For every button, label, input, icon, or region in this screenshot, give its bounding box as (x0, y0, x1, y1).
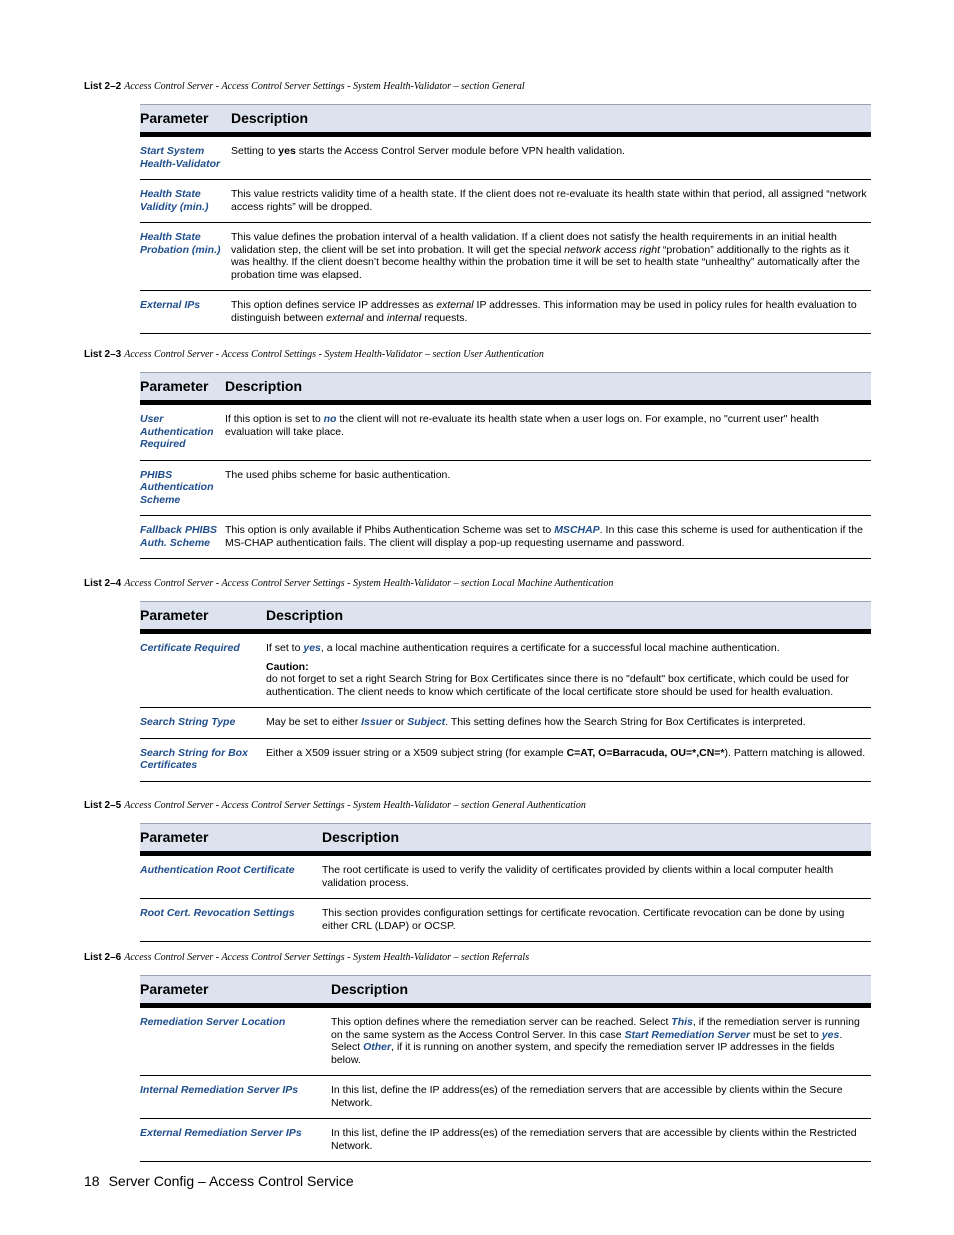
page-number: 18 (84, 1173, 100, 1189)
description-segment: Issuer (361, 716, 393, 728)
description-segment: This option is only available if Phibs Authentication Scheme was set to (225, 524, 555, 536)
caption-list-2-5: List 2–5 Access Control Server - Access Control Server Settings - System Health-Validator – section General Authentication (84, 800, 586, 811)
description-segment: or (392, 716, 408, 728)
header-description: Description (231, 105, 871, 135)
table-row (140, 708, 871, 739)
parameter-description (266, 738, 871, 781)
description-segment: . In this case this scheme is used for authentication if the MS-CHAP authentication fails. The client will display a pop-up requesting username and password. (225, 524, 863, 549)
description-segment: Start Remediation Server (624, 1028, 751, 1041)
parameter-name: External IPs (140, 291, 231, 334)
description-segment: requests. (421, 311, 468, 324)
description-segment: no (323, 413, 337, 425)
description-segment: This value restricts validity time of a health state. If the client does not re-evaluate its health state within that period, all assigned “network access rights” will be dropped. (231, 188, 867, 213)
parameter-name: PHIBS Authentication Scheme (140, 460, 225, 516)
table-row (140, 403, 871, 461)
parameter-description (331, 1076, 871, 1119)
description-segment: This (671, 1016, 693, 1028)
parameter-name: Authentication Root Certificate (140, 854, 322, 899)
description-segment: . This setting defines how the Search String for Box Certificates is interpreted. (445, 716, 806, 728)
description-segment: ). Pattern matching is allowed. (724, 746, 866, 759)
caption-list-2-2: List 2–2 Access Control Server - Access Control Server Settings - System Health-Validator – section General (84, 81, 525, 92)
table-row (140, 1076, 871, 1119)
description-segment: The root certificate is used to verify the validity of certificates provided by clients within a local computer health validation process. (322, 864, 834, 889)
table-row (140, 135, 871, 180)
parameter-table-general (140, 104, 871, 334)
parameter-table-referrals (140, 975, 871, 1162)
description-segment: and (363, 311, 387, 324)
parameter-description (266, 632, 871, 708)
description-segment: starts the Access Control Server module before VPN health validation. (295, 145, 625, 157)
header-parameter: Parameter (140, 602, 266, 632)
description-segment: In this list, define the IP address(es) of the remediation servers that are accessible by clients within the Secure Network. (331, 1084, 843, 1109)
description-segment: external (436, 299, 474, 311)
header-parameter: Parameter (140, 824, 322, 854)
description-segment: If set to (266, 642, 304, 654)
parameter-description (322, 854, 871, 899)
description-segment: Other (363, 1041, 392, 1053)
caption-list-2-3: List 2–3 Access Control Server - Access Control Settings - System Health-Validator – section User Authentication (84, 349, 544, 360)
parameter-description (322, 899, 871, 942)
description-segment: , if it is running on another system, and specify the remediation server IP addresses in the fields below. (331, 1041, 835, 1066)
parameter-description (331, 1119, 871, 1162)
description-segment: yes (278, 145, 296, 157)
description-segment: May be set to either (266, 716, 362, 728)
parameter-description (225, 403, 871, 461)
description-segment: do not forget to set a right Search String for Box Certificates since there is no "default" box certificate, which could be used for authentication. The client needs to know which certificate of the local certificate store should be used for health evaluation. (266, 673, 849, 698)
parameter-description (231, 180, 871, 223)
description-segment: must be set to (750, 1028, 822, 1041)
description-segment: This value defines the probation interval of a health validation. If a client does not satisfy the health requirements in an initial health validation step, the client will be set into probation. It will get the special (231, 231, 837, 256)
description-segment: Either a X509 issuer string or a X509 subject string (for example (266, 746, 567, 759)
table-row (140, 1119, 871, 1162)
table-row (140, 854, 871, 899)
description-segment: Setting to (231, 145, 279, 157)
parameter-name: Search String Type (140, 708, 266, 739)
parameter-description (266, 708, 871, 739)
description-segment: C=AT, O=Barracuda, OU=*,CN=* (566, 746, 725, 759)
description-segment: , if the remediation server is running on the same system as the Access Control Server. In this case (331, 1016, 860, 1041)
caption-list-2-4: List 2–4 Access Control Server - Access Control Server Settings - System Health-Validator – section Local Machine Authentication (84, 578, 614, 589)
parameter-name: Root Cert. Revocation Settings (140, 899, 322, 942)
table-row (140, 291, 871, 334)
parameter-name: Internal Remediation Server IPs (140, 1076, 331, 1119)
table-row (140, 516, 871, 559)
description-segment: This option defines where the remediation server can be reached. Select (331, 1016, 672, 1028)
table-row (140, 632, 871, 708)
header-parameter: Parameter (140, 105, 231, 135)
parameter-name: User Authentication Required (140, 403, 225, 461)
description-segment: In this list, define the IP address(es) of the remediation servers that are accessible by clients within the Restricted Network. (331, 1127, 857, 1152)
parameter-description (225, 460, 871, 516)
table-row (140, 223, 871, 291)
header-description: Description (331, 976, 871, 1006)
page-footer (84, 1173, 354, 1189)
table-row (140, 899, 871, 942)
description-segment: Caution: (266, 660, 309, 673)
description-segment: yes (821, 1028, 840, 1041)
description-segment: yes (303, 642, 321, 654)
parameter-name: Start System Health-Validator (140, 135, 231, 180)
parameter-description (231, 223, 871, 291)
parameter-description (231, 291, 871, 334)
description-segment: the client will not re-evaluate its health state when a user logs on. For example, no "current user" health evaluation will take place. (225, 413, 820, 438)
parameter-table-local-machine-authentication (140, 601, 871, 782)
parameter-name: Certificate Required (140, 632, 266, 708)
header-description: Description (266, 602, 871, 632)
description-segment: If this option is set to (225, 413, 324, 425)
description-segment: This section provides configuration settings for certificate revocation. Certificate revocation can be done by using either CRL (LDAP) or OCSP. (322, 907, 845, 932)
header-parameter: Parameter (140, 373, 225, 403)
caption-list-2-6: List 2–6 Access Control Server - Access Control Server Settings - System Health-Validator – section Referrals (84, 952, 530, 963)
table-row (140, 460, 871, 516)
parameter-name: Search String for Box Certificates (140, 738, 266, 781)
table-row (140, 738, 871, 781)
parameter-table-general-authentication (140, 823, 871, 942)
description-segment: network access right (564, 243, 660, 256)
table-row (140, 180, 871, 223)
parameter-description (331, 1006, 871, 1076)
header-description: Description (225, 373, 871, 403)
parameter-name: Fallback PHIBS Auth. Scheme (140, 516, 225, 559)
description-segment: , a local machine authentication requires a certificate for a successful local machine authentication. (320, 642, 780, 654)
description-segment: IP addresses. This information may be used in policy rules for health evaluation to distinguish between (231, 299, 857, 324)
parameter-description (225, 516, 871, 559)
description-segment: . Select (331, 1028, 843, 1053)
parameter-name: External Remediation Server IPs (140, 1119, 331, 1162)
parameter-name: Remediation Server Location (140, 1006, 331, 1076)
footer-title: Server Config – Access Control Service (108, 1173, 354, 1189)
description-segment: “probation” additionally to the rights as it was healthy. If the client doesn’t become healthy within the probation time it will be set to health state “unhealthy” automatically after the probation time was elapsed. (231, 243, 860, 281)
header-parameter: Parameter (140, 976, 331, 1006)
header-description: Description (322, 824, 871, 854)
description-segment: MSCHAP (554, 524, 600, 536)
description-segment: external (326, 311, 364, 324)
description-segment: This option defines service IP addresses as (231, 299, 437, 311)
parameter-description (231, 135, 871, 180)
parameter-table-user-authentication (140, 372, 871, 559)
parameter-name: Health State Probation (min.) (140, 223, 231, 291)
description-segment: internal (386, 311, 422, 324)
table-row (140, 1006, 871, 1076)
description-segment: The used phibs scheme for basic authentication. (225, 468, 451, 481)
description-segment: Subject (407, 716, 446, 728)
parameter-name: Health State Validity (min.) (140, 180, 231, 223)
